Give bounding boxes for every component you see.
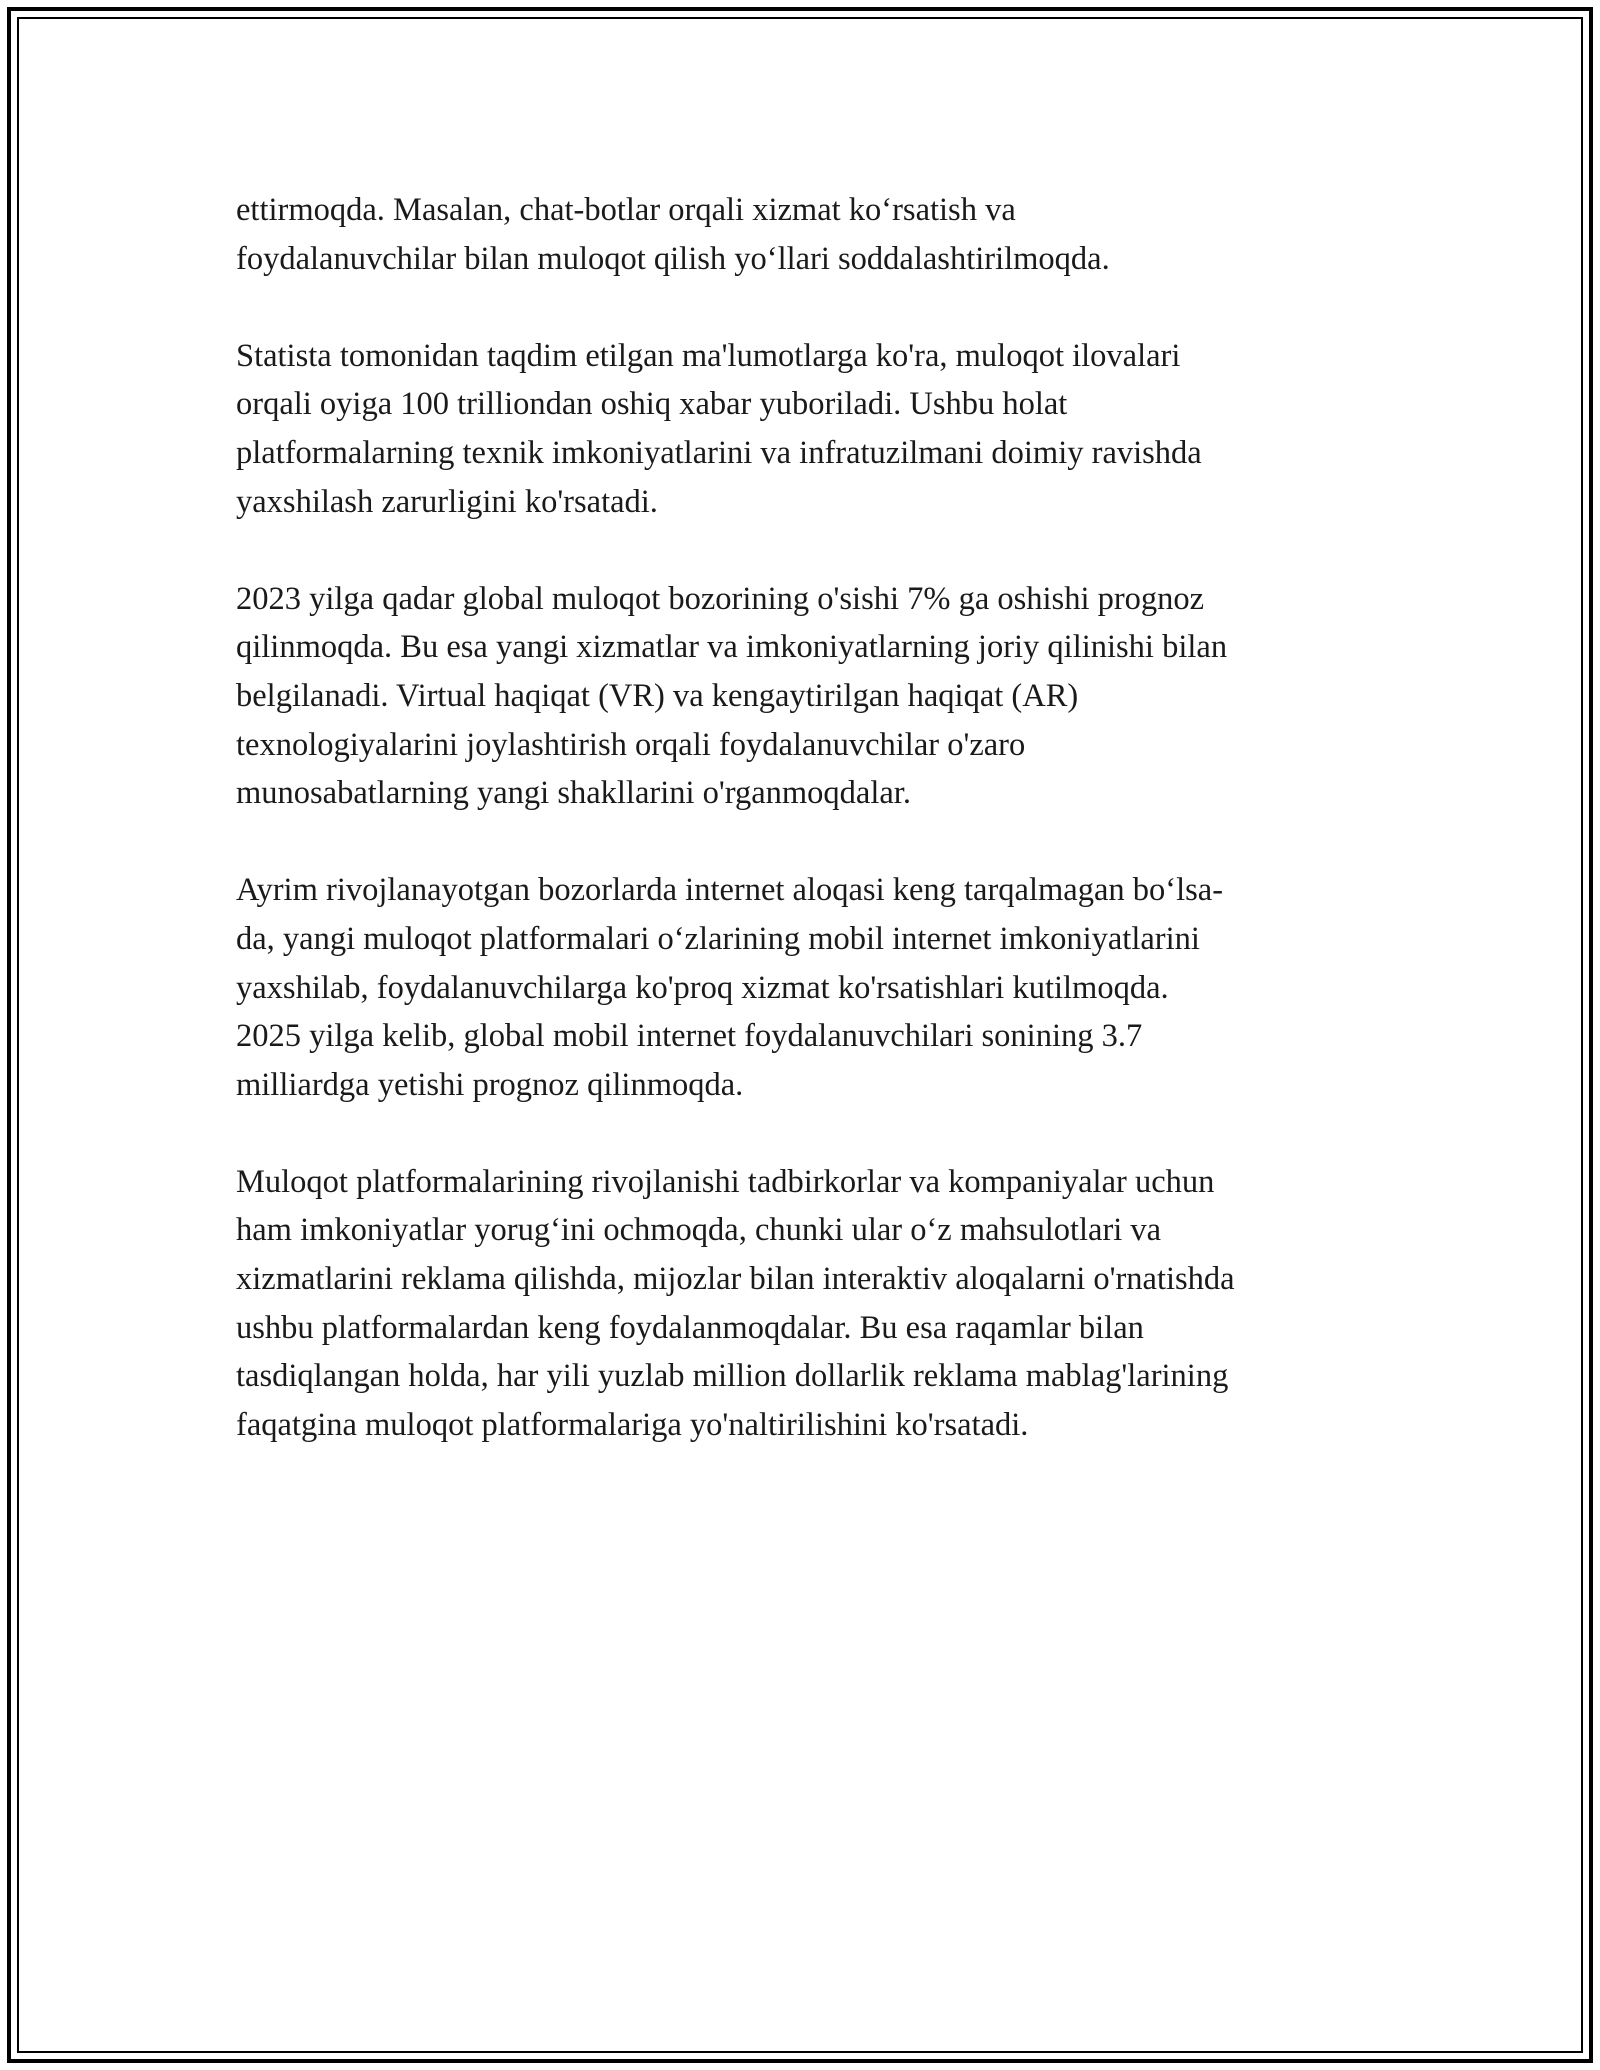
text-line: munosabatlarning yangi shakllarini o'rganmoqdalar.: [236, 775, 911, 812]
text-line: ettirmoqda. Masalan, chat-botlar orqali xizmat ko‘rsatish va: [236, 192, 1016, 228]
text-line: belgilanadi. Virtual haqiqat (VR) va kengaytirilgan haqiqat (AR): [236, 677, 1079, 714]
text-line: 2025 yilga kelib, global mobil internet foydalanuvchilari sonining 3.7: [236, 1018, 1143, 1055]
text-line: ham imkoniyatlar yorug‘ini ochmoqda, chunki ular o‘z mahsulotlari va: [236, 1212, 1162, 1249]
text-line: orqali oyiga 100 trilliondan oshiq xabar yuboriladi. Ushbu holat: [236, 386, 1068, 423]
paragraph-emerging-markets: [236, 866, 1371, 1109]
text-line: qilinmoqda. Bu esa yangi xizmatlar va imkoniyatlarning joriy qilinishi bilan: [236, 629, 1228, 666]
text-line: Ayrim rivojlanayotgan bozorlarda internet aloqasi keng tarqalmagan bo‘lsa-: [236, 872, 1224, 909]
document-body: [236, 186, 1371, 1498]
paragraph-chatbots: [236, 186, 1371, 283]
text-line: 2023 yilga qadar global muloqot bozorining o'sishi 7% ga oshishi prognoz: [236, 580, 1205, 617]
paragraph-statista: [236, 332, 1371, 526]
text-line: yaxshilash zarurligini ko'rsatadi.: [236, 483, 658, 520]
text-line: platformalarning texnik imkoniyatlarini va infratuzilmani doimiy ravishda: [236, 434, 1202, 471]
text-line: Statista tomonidan taqdim etilgan ma'lumotlarga ko'ra, muloqot ilovalari: [236, 337, 1181, 374]
text-line: foydalanuvchilar bilan muloqot qilish yo‘llari soddalashtirilmoqda.: [236, 240, 1110, 277]
paragraph-business-opportunities: [236, 1158, 1371, 1450]
text-line: xizmatlarini reklama qilishda, mijozlar bilan interaktiv aloqalarni o'rnatishda: [236, 1261, 1235, 1298]
paragraph-market-growth: [236, 575, 1371, 818]
text-line: Muloqot platformalarining rivojlanishi tadbirkorlar va kompaniyalar uchun: [236, 1163, 1215, 1200]
text-line: tasdiqlangan holda, har yili yuzlab million dollarlik reklama mablag'larining: [236, 1358, 1229, 1395]
text-line: da, yangi muloqot platformalari o‘zlarining mobil internet imkoniyatlarini: [236, 920, 1200, 957]
text-line: yaxshilab, foydalanuvchilarga ko'proq xizmat ko'rsatishlari kutilmoqda.: [236, 969, 1169, 1006]
text-line: faqatgina muloqot platformalariga yo'naltirilishini ko'rsatadi.: [236, 1406, 1029, 1443]
text-line: texnologiyalarini joylashtirish orqali foydalanuvchilar o'zaro: [236, 726, 1026, 763]
text-line: ushbu platformalardan keng foydalanmoqdalar. Bu esa raqamlar bilan: [236, 1309, 1144, 1346]
text-line: milliardga yetishi prognoz qilinmoqda.: [236, 1066, 744, 1103]
